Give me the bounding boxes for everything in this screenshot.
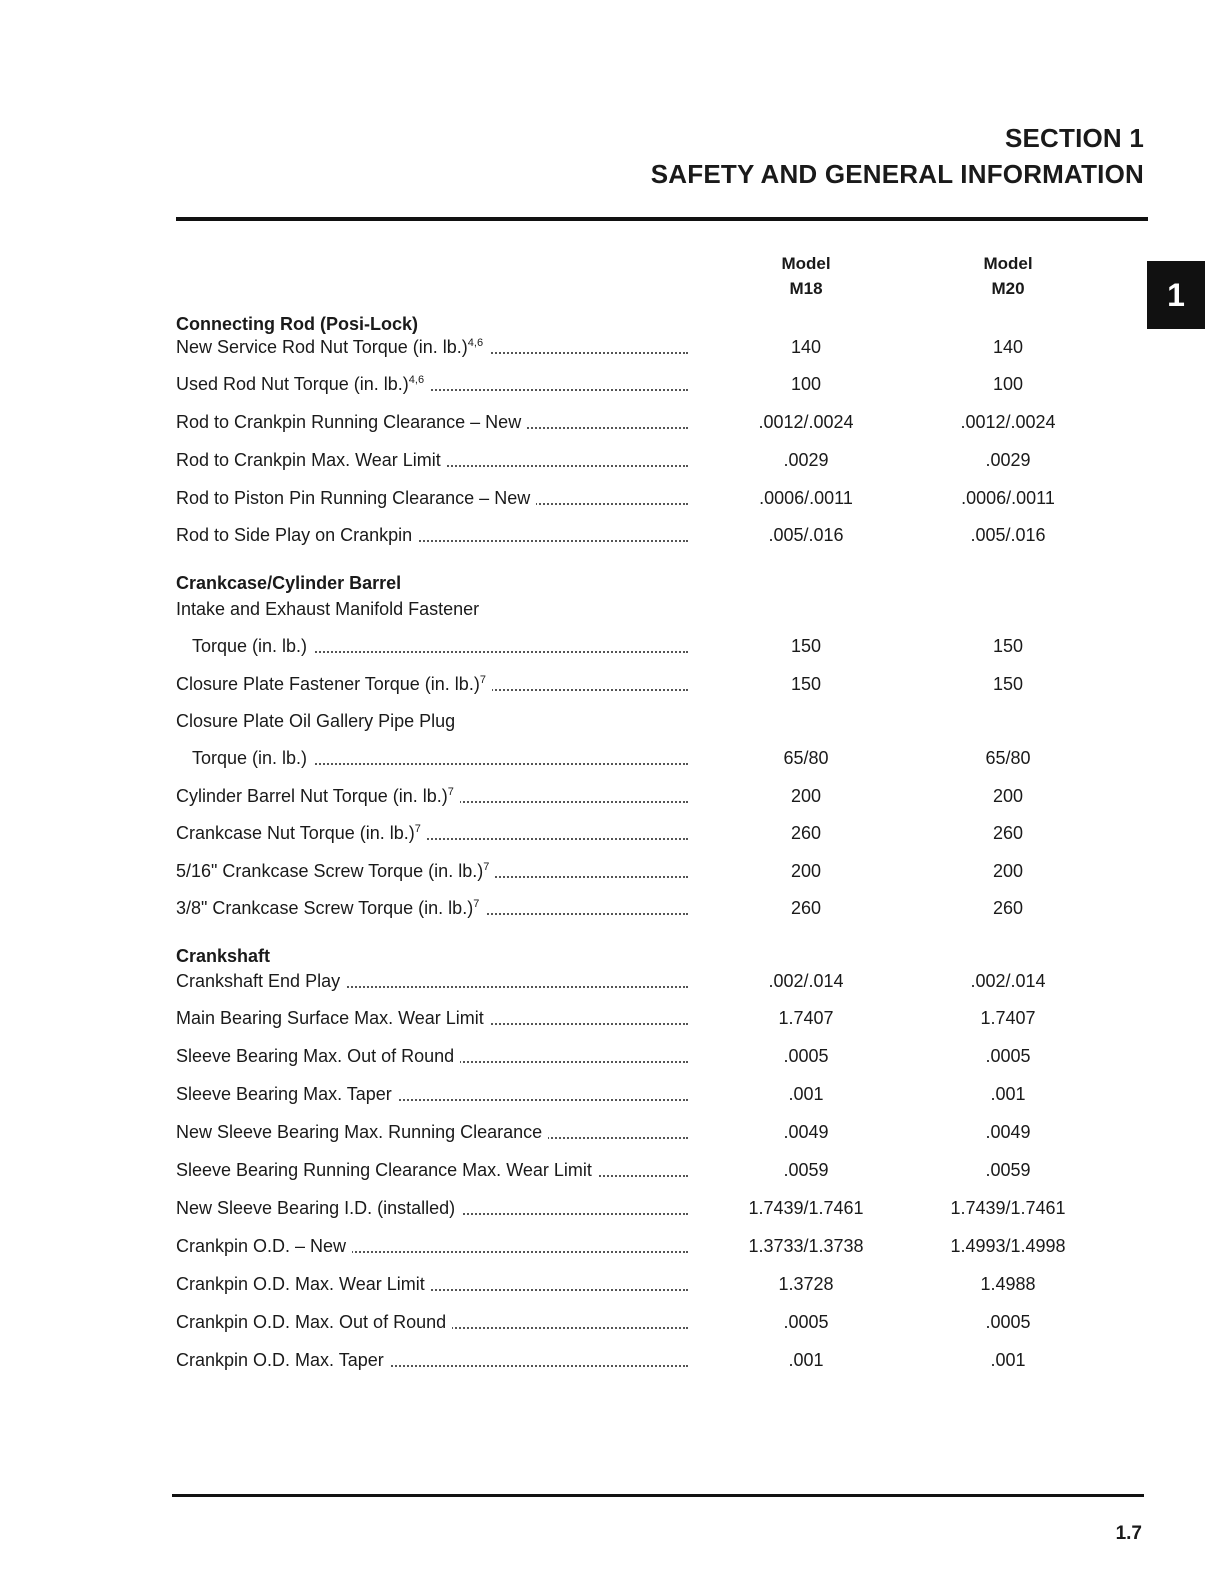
spec-row [176, 1120, 1176, 1144]
header-divider [176, 217, 1148, 221]
spec-value-m20: 150 [992, 636, 1024, 656]
footnote-ref: 7 [483, 861, 490, 873]
spec-row [176, 486, 1176, 510]
spec-value-m20: .0012/.0024 [960, 412, 1056, 432]
section-number: SECTION 1 [1004, 123, 1144, 153]
spec-value-m20: 1.7407 [980, 1008, 1036, 1028]
section-title: SAFETY AND GENERAL INFORMATION [650, 159, 1144, 189]
spec-value-m18: 1.3733/1.3738 [748, 1236, 864, 1256]
spec-label [176, 1196, 688, 1220]
spec-label-text: 5/16" Crankcase Screw Torque (in. lb.) [176, 861, 484, 881]
spec-row [176, 634, 1176, 658]
spec-row [176, 1082, 1176, 1106]
spec-label-line1: Closure Plate Oil Gallery Pipe Plug [176, 711, 456, 731]
spec-value-m20: .0029 [985, 450, 1031, 470]
footnote-ref: 7 [473, 898, 480, 910]
spec-label [176, 448, 688, 472]
spec-value-m18: .0059 [783, 1160, 829, 1180]
spec-row [176, 335, 1176, 359]
page-number: 1.7 [1115, 1523, 1142, 1544]
spec-value-m20: .0059 [985, 1160, 1031, 1180]
spec-value-m18: .002/.014 [768, 971, 844, 991]
spec-value-m20: 200 [992, 861, 1024, 881]
spec-value-m20: 1.4988 [980, 1274, 1036, 1294]
spec-label [176, 410, 688, 434]
spec-label [176, 896, 688, 920]
spec-value-m18: 1.7407 [778, 1008, 834, 1028]
spec-row [176, 896, 1176, 920]
spec-value-m20: .001 [990, 1350, 1026, 1370]
spec-label [176, 1310, 688, 1334]
spec-label-text: Rod to Piston Pin Running Clearance – New [176, 488, 531, 508]
spec-value-m18: .0006/.0011 [759, 488, 853, 508]
spec-value-m20: .001 [990, 1084, 1026, 1104]
spec-row [176, 784, 1176, 808]
spec-row [176, 969, 1176, 993]
section-heading: Crankshaft [176, 946, 271, 966]
spec-row [176, 1196, 1176, 1220]
footnote-ref: 7 [479, 674, 486, 686]
spec-label-text: Closure Plate Fastener Torque (in. lb.) [176, 674, 480, 694]
spec-row [176, 448, 1176, 472]
spec-label [176, 1006, 688, 1030]
spec-label-text: Crankpin O.D. – New [176, 1236, 347, 1256]
spec-label-line1: Intake and Exhaust Manifold Fastener [176, 599, 480, 619]
spec-value-m18: .001 [788, 1084, 824, 1104]
spec-label [176, 1234, 688, 1258]
spec-label [176, 1272, 688, 1296]
spec-value-m18: 200 [790, 786, 822, 806]
spec-label-text: Crankpin O.D. Max. Wear Limit [176, 1274, 425, 1294]
column-header-m18: Model M18 [781, 254, 831, 298]
spec-row [176, 1348, 1176, 1372]
spec-value-m18: .0029 [783, 450, 829, 470]
spec-row [176, 859, 1176, 883]
section-heading: Connecting Rod (Posi-Lock) [176, 314, 418, 334]
spec-label [192, 746, 688, 770]
spec-value-m18: 260 [790, 898, 822, 918]
spec-value-m18: 140 [790, 337, 822, 357]
spec-label-text: Crankcase Nut Torque (in. lb.) [176, 823, 415, 843]
spec-label [176, 335, 688, 359]
spec-value-m18: 1.7439/1.7461 [748, 1198, 864, 1218]
spec-value-m20: 100 [992, 374, 1024, 394]
footnote-ref: 7 [447, 786, 454, 798]
spec-value-m18: 200 [790, 861, 822, 881]
spec-value-m20: 260 [992, 898, 1024, 918]
spec-value-m20: 1.7439/1.7461 [950, 1198, 1066, 1218]
spec-row [176, 1272, 1176, 1296]
spec-label-text: Sleeve Bearing Running Clearance Max. Wear Limit [176, 1160, 592, 1180]
spec-row [176, 746, 1176, 770]
spec-label [176, 486, 688, 510]
spec-row [176, 523, 1176, 547]
spec-label-text: New Sleeve Bearing I.D. (installed) [176, 1198, 456, 1218]
spec-label-text: Torque (in. lb.) [192, 748, 308, 768]
spec-row [176, 1310, 1176, 1334]
spec-label [176, 1348, 688, 1372]
spec-label-text: Sleeve Bearing Max. Taper [176, 1084, 392, 1104]
spec-value-m18: 65/80 [783, 748, 829, 768]
section-heading: Crankcase/Cylinder Barrel [176, 573, 402, 593]
spec-value-m20: 65/80 [985, 748, 1031, 768]
spec-row [176, 1234, 1176, 1258]
spec-label-text: Crankshaft End Play [176, 971, 341, 991]
spec-value-m20: 150 [992, 674, 1024, 694]
spec-label [176, 523, 688, 547]
spec-value-m18: 150 [790, 636, 822, 656]
spec-value-m20: .005/.016 [970, 525, 1046, 545]
spec-label [176, 821, 688, 845]
spec-row [176, 1044, 1176, 1068]
spec-value-m18: 260 [790, 823, 822, 843]
spec-label-text: Torque (in. lb.) [192, 636, 308, 656]
spec-label-text: Sleeve Bearing Max. Out of Round [176, 1046, 455, 1066]
footnote-ref: 4,6 [467, 337, 484, 349]
spec-label [176, 1082, 688, 1106]
spec-label [176, 1120, 688, 1144]
section-tab-marker: 1 [1147, 261, 1205, 329]
spec-value-m20: 260 [992, 823, 1024, 843]
spec-value-m20: .0005 [985, 1046, 1031, 1066]
spec-value-m20: 1.4993/1.4998 [950, 1236, 1066, 1256]
spec-label-text: New Sleeve Bearing Max. Running Clearance [176, 1122, 543, 1142]
spec-row [176, 821, 1176, 845]
spec-value-m18: .0005 [783, 1046, 829, 1066]
spec-label-text: 3/8" Crankcase Screw Torque (in. lb.) [176, 898, 474, 918]
spec-value-m18: .0049 [783, 1122, 829, 1142]
spec-label [176, 859, 688, 883]
footnote-ref: 4,6 [408, 374, 425, 386]
spec-label-text: Crankpin O.D. Max. Out of Round [176, 1312, 447, 1332]
spec-label [176, 784, 688, 808]
spec-label-text: Rod to Crankpin Running Clearance – New [176, 412, 522, 432]
spec-value-m18: .001 [788, 1350, 824, 1370]
spec-label-text: New Service Rod Nut Torque (in. lb.) [176, 337, 468, 357]
page-header [651, 120, 1144, 192]
spec-value-m20: .0049 [985, 1122, 1031, 1142]
spec-value-m18: .0005 [783, 1312, 829, 1332]
spec-value-m20: 140 [992, 337, 1024, 357]
column-header-m20: Model M20 [983, 254, 1033, 298]
spec-value-m18: .005/.016 [768, 525, 844, 545]
spec-row [176, 410, 1176, 434]
spec-label [176, 969, 688, 993]
spec-label [176, 672, 688, 696]
spec-value-m20: .002/.014 [970, 971, 1046, 991]
spec-label [176, 1158, 688, 1182]
spec-label-text: Rod to Crankpin Max. Wear Limit [176, 450, 441, 470]
spec-label-text: Cylinder Barrel Nut Torque (in. lb.) [176, 786, 448, 806]
footnote-ref: 7 [414, 823, 421, 835]
spec-label [176, 372, 688, 396]
spec-value-m18: 1.3728 [778, 1274, 834, 1294]
spec-value-m18: .0012/.0024 [758, 412, 854, 432]
footer-divider [172, 1494, 1144, 1497]
spec-label [176, 1044, 688, 1068]
spec-label-text: Rod to Side Play on Crankpin [176, 525, 413, 545]
spec-value-m18: 100 [790, 374, 822, 394]
spec-label-text: Main Bearing Surface Max. Wear Limit [176, 1008, 484, 1028]
spec-label-text: Crankpin O.D. Max. Taper [176, 1350, 384, 1370]
spec-row [176, 1158, 1176, 1182]
spec-value-m18: 150 [790, 674, 822, 694]
spec-row [176, 672, 1176, 696]
spec-label [192, 634, 688, 658]
spec-value-m20: 200 [992, 786, 1024, 806]
spec-row [176, 1006, 1176, 1030]
spec-row [176, 372, 1176, 396]
spec-value-m20: .0006/.0011 [961, 488, 1055, 508]
spec-value-m20: .0005 [985, 1312, 1031, 1332]
spec-label-text: Used Rod Nut Torque (in. lb.) [176, 374, 409, 394]
